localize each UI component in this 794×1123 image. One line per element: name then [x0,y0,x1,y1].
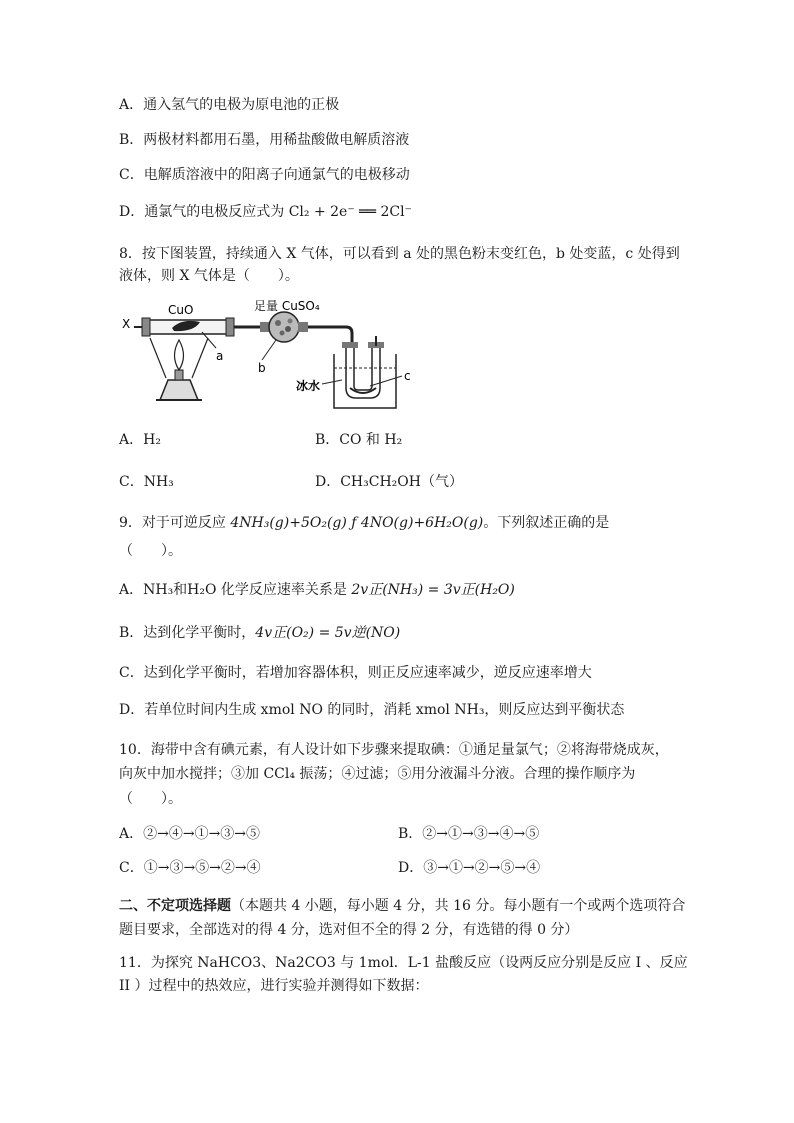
q8-option-c: C．NH₃ [119,474,174,490]
q10-option-c: C．①→③→⑤→②→④ [119,860,261,876]
flame [175,340,184,370]
fig-label-a: a [216,349,224,363]
stopper-right [226,318,234,336]
fig-label-cuso4: 足量 CuSO₄ [254,299,320,313]
fig-label-c: c [404,369,411,383]
q10-option-d: D．③→①→②→⑤→④ [398,860,541,876]
q10-option-b: B．②→①→③→④→⑤ [398,826,540,842]
q8-stem-line1: 8．按下图装置，持续通入 X 气体，可以看到 a 处的黑色粉末变红色，b 处变蓝，c 处得到 [119,246,680,262]
stopper-left [142,318,150,336]
fig-label-cuo: CuO [168,303,194,317]
q7-option-a: A．通入氢气的电极为原电池的正极 [119,97,340,113]
section2-desc-line2: 题目要求，全部选对的得 4 分，选对但不全的得 2 分，有选错的得 0 分） [119,922,579,938]
q9-option-a [119,580,515,600]
q9-option-c: C．达到化学平衡时，若增加容器体积，则正反应速率减少，逆反应速率增大 [119,665,592,681]
fig-label-ice-water: 冰水 [296,379,321,393]
cuso4-bulb [269,312,299,342]
alcohol-lamp [160,380,198,400]
q10-stem-line1: 10．海带中含有碘元素，有人设计如下步骤来提取碘：①通足量氯气；②将海带烧成灰， [119,742,669,758]
q9-option-a-eq: 2v正(NH₃) = 3v正(H₂O) [351,582,515,598]
q7-option-b: B．两极材料都用石墨，用稀盐酸做电解质溶液 [119,132,410,148]
q8-option-b: B．CO 和 H₂ [315,432,403,448]
q11-stem-line2: II ）过程中的热效应，进行实验并测得如下数据： [119,978,429,994]
q9-stem-line1 [119,513,609,533]
q9-stem-post: 。下列叙述正确的是 [483,515,610,531]
q9-option-d: D．若单位时间内生成 xmol NO 的同时，消耗 xmol NH₃，则反应达到平衡状态 [119,702,625,718]
q9-equation: 4NH₃(g)+5O₂(g) ƒ 4NO(g)+6H₂O(g) [230,515,484,531]
q7-option-d [119,202,412,222]
q10-option-a: A．②→④→①→③→⑤ [119,826,261,842]
q9-stem-line2: （ ）。 [119,543,182,559]
section2-title: 二、不定项选择题 [119,898,231,914]
section2-header [119,896,685,916]
q11-stem-line1: 11．为探究 NaHCO3、Na2CO3 与 1mol．L-1 盐酸反应（设两反应分别是反应 I 、反应 [119,955,688,971]
q8-stem-line2: 液体，则 X 气体是（ ）。 [119,268,299,284]
q8-apparatus-figure [120,298,420,414]
q10-stem-line3: （ ）。 [119,791,182,807]
q9-stem-pre: 9．对于可逆反应 [119,515,231,531]
section2-desc-line1: （本题共 4 小题，每小题 4 分，共 16 分。每小题有一个或两个选项符合 [231,898,686,914]
q9-option-a-text: A．NH₃和H₂O 化学反应速率关系是 [119,582,352,598]
q7-option-d-text: D．通氯气的电极反应式为 [119,204,289,220]
q10-stem-line2: 向灰中加水搅拌；③加 CCl₄ 振荡；④过滤；⑤用分液漏斗分液。合理的操作顺序为 [119,766,636,782]
fig-label-x: X [122,317,131,331]
q8-option-d: D．CH₃CH₂OH（气） [315,474,463,490]
q7-option-d-formula: Cl₂ + 2e⁻ ══ 2Cl⁻ [288,204,412,220]
q9-option-b [119,623,400,643]
q7-option-c: C．电解质溶液中的阳离子向通氯气的电极移动 [119,167,410,183]
q8-option-a: A．H₂ [119,432,161,448]
q9-option-b-text: B．达到化学平衡时， [119,625,256,641]
q9-option-b-eq: 4v正(O₂) = 5v逆(NO) [255,625,401,641]
fig-label-b: b [258,361,266,375]
